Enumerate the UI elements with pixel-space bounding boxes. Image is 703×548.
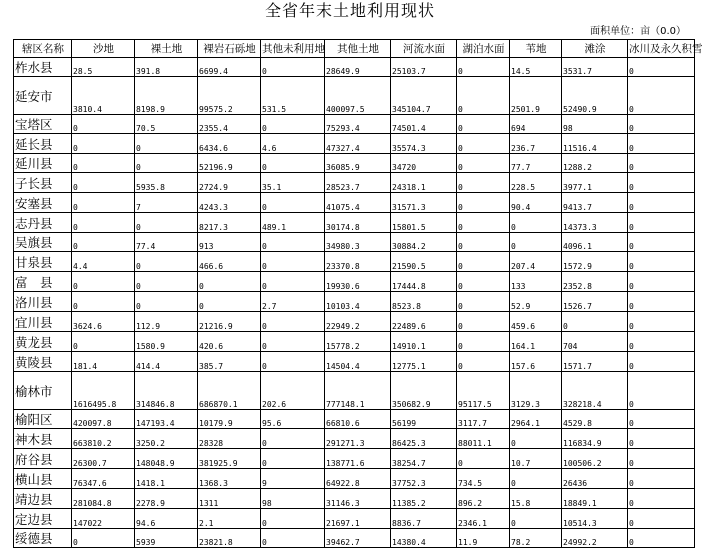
- value-cell: 0: [628, 213, 695, 233]
- table-row: [14, 509, 695, 529]
- value-cell: 734.5: [457, 469, 510, 489]
- value-cell: 0: [72, 292, 135, 312]
- value-cell: 10.7: [510, 449, 562, 469]
- value-cell: 35574.3: [391, 134, 457, 154]
- value-cell: 0: [457, 77, 510, 115]
- value-cell: 0: [457, 173, 510, 193]
- value-cell: 2352.8: [562, 272, 628, 292]
- value-cell: 0: [261, 312, 325, 332]
- district-name-cell: 黄龙县: [14, 332, 72, 352]
- value-cell: 1571.7: [562, 352, 628, 372]
- value-cell: 1616495.8: [72, 372, 135, 410]
- value-cell: 77.7: [510, 154, 562, 173]
- value-cell: 0: [457, 58, 510, 77]
- table-row: [14, 77, 695, 115]
- table-row: [14, 372, 695, 410]
- land-use-table: [13, 39, 703, 548]
- page-title: 全省年末土地利用现状: [264, 1, 435, 20]
- value-cell: 0: [510, 233, 562, 252]
- value-cell: 0: [72, 332, 135, 352]
- value-cell: 17444.8: [391, 272, 457, 292]
- table-body: [14, 58, 695, 548]
- value-cell: 7: [135, 193, 198, 213]
- value-cell: 531.5: [261, 77, 325, 115]
- value-cell: 0: [628, 352, 695, 372]
- value-cell: 88011.1: [457, 429, 510, 449]
- district-name-cell: 延安市: [14, 77, 72, 115]
- value-cell: 25103.7: [391, 58, 457, 77]
- value-cell: 0: [628, 489, 695, 509]
- value-cell: 38254.7: [391, 449, 457, 469]
- value-cell: 14380.4: [391, 529, 457, 548]
- value-cell: 202.6: [261, 372, 325, 410]
- value-cell: 686870.1: [198, 372, 261, 410]
- value-cell: 1368.3: [198, 469, 261, 489]
- district-name-cell: 榆林市: [14, 372, 72, 410]
- value-cell: 3977.1: [562, 173, 628, 193]
- district-name-cell: 靖边县: [14, 489, 72, 509]
- value-cell: 1580.9: [135, 332, 198, 352]
- district-name-cell: 横山县: [14, 469, 72, 489]
- value-cell: 291271.3: [325, 429, 391, 449]
- value-cell: 913: [198, 233, 261, 252]
- value-cell: 157.6: [510, 352, 562, 372]
- value-cell: 52.9: [510, 292, 562, 312]
- value-cell: 36085.9: [325, 154, 391, 173]
- value-cell: 489.1: [261, 213, 325, 233]
- table-row: [14, 134, 695, 154]
- value-cell: 10103.4: [325, 292, 391, 312]
- value-cell: 4243.3: [198, 193, 261, 213]
- value-cell: 74501.4: [391, 115, 457, 134]
- value-cell: 181.4: [72, 352, 135, 372]
- value-cell: 4.6: [261, 134, 325, 154]
- value-cell: 0: [261, 529, 325, 548]
- value-cell: 0: [261, 509, 325, 529]
- value-cell: 0: [72, 115, 135, 134]
- value-cell: 0: [135, 134, 198, 154]
- value-cell: 8198.9: [135, 77, 198, 115]
- value-cell: 95.6: [261, 410, 325, 429]
- value-cell: 420097.8: [72, 410, 135, 429]
- value-cell: 39462.7: [325, 529, 391, 548]
- value-cell: 0: [628, 154, 695, 173]
- value-cell: 11.9: [457, 529, 510, 548]
- value-cell: 0: [457, 252, 510, 272]
- value-cell: 0: [628, 410, 695, 429]
- table-row: [14, 252, 695, 272]
- value-cell: 24992.2: [562, 529, 628, 548]
- value-cell: 0: [457, 352, 510, 372]
- value-cell: 0: [628, 312, 695, 332]
- value-cell: 0: [135, 213, 198, 233]
- value-cell: 14504.4: [325, 352, 391, 372]
- district-name-cell: 洛川县: [14, 292, 72, 312]
- table-row: [14, 449, 695, 469]
- value-cell: 281084.8: [72, 489, 135, 509]
- value-cell: 228.5: [510, 173, 562, 193]
- value-cell: 94.6: [135, 509, 198, 529]
- column-header: 其他未利用地: [261, 40, 325, 58]
- value-cell: 28.5: [72, 58, 135, 77]
- district-name-cell: 宝塔区: [14, 115, 72, 134]
- value-cell: 2346.1: [457, 509, 510, 529]
- value-cell: 0: [72, 529, 135, 548]
- value-cell: 391.8: [135, 58, 198, 77]
- table-row: [14, 469, 695, 489]
- value-cell: 345104.7: [391, 77, 457, 115]
- value-cell: 0: [510, 213, 562, 233]
- table-row: [14, 173, 695, 193]
- district-name-cell: 延长县: [14, 134, 72, 154]
- value-cell: 14373.3: [562, 213, 628, 233]
- value-cell: 34720: [391, 154, 457, 173]
- value-cell: 24318.1: [391, 173, 457, 193]
- value-cell: 22949.2: [325, 312, 391, 332]
- value-cell: 2724.9: [198, 173, 261, 193]
- value-cell: 0: [72, 134, 135, 154]
- district-name-cell: 柞水县: [14, 58, 72, 77]
- value-cell: 56199: [391, 410, 457, 429]
- value-cell: 23370.8: [325, 252, 391, 272]
- value-cell: 0: [628, 77, 695, 115]
- header-row: [14, 40, 695, 58]
- value-cell: 0: [261, 429, 325, 449]
- column-header: 苇地: [510, 40, 562, 58]
- value-cell: 31571.3: [391, 193, 457, 213]
- value-cell: 14.5: [510, 58, 562, 77]
- district-name-cell: 吴旗县: [14, 233, 72, 252]
- district-name-cell: 子长县: [14, 173, 72, 193]
- value-cell: 466.6: [198, 252, 261, 272]
- district-name-cell: 府谷县: [14, 449, 72, 469]
- table-row: [14, 233, 695, 252]
- value-cell: 0: [628, 233, 695, 252]
- table-row: [14, 58, 695, 77]
- district-name-cell: 富 县: [14, 272, 72, 292]
- value-cell: 3129.3: [510, 372, 562, 410]
- column-header: 裸土地: [135, 40, 198, 58]
- value-cell: 0: [261, 193, 325, 213]
- value-cell: 0: [628, 58, 695, 77]
- value-cell: 5939: [135, 529, 198, 548]
- value-cell: 12775.1: [391, 352, 457, 372]
- district-name-cell: 黄陵县: [14, 352, 72, 372]
- value-cell: 112.9: [135, 312, 198, 332]
- table-row: [14, 312, 695, 332]
- value-cell: 8836.7: [391, 509, 457, 529]
- value-cell: 4529.8: [562, 410, 628, 429]
- value-cell: 663810.2: [72, 429, 135, 449]
- value-cell: 133: [510, 272, 562, 292]
- value-cell: 694: [510, 115, 562, 134]
- value-cell: 77.4: [135, 233, 198, 252]
- value-cell: 41075.4: [325, 193, 391, 213]
- value-cell: 148048.9: [135, 449, 198, 469]
- value-cell: 15778.2: [325, 332, 391, 352]
- value-cell: 400097.5: [325, 77, 391, 115]
- value-cell: 0: [628, 509, 695, 529]
- value-cell: 30174.8: [325, 213, 391, 233]
- value-cell: 8217.3: [198, 213, 261, 233]
- value-cell: 14910.1: [391, 332, 457, 352]
- value-cell: 70.5: [135, 115, 198, 134]
- value-cell: 1311: [198, 489, 261, 509]
- value-cell: 147193.4: [135, 410, 198, 429]
- value-cell: 1418.1: [135, 469, 198, 489]
- column-header: 沙地: [72, 40, 135, 58]
- value-cell: 2355.4: [198, 115, 261, 134]
- value-cell: 66810.6: [325, 410, 391, 429]
- value-cell: 86425.3: [391, 429, 457, 449]
- table-row: [14, 410, 695, 429]
- value-cell: 2278.9: [135, 489, 198, 509]
- value-cell: 116834.9: [562, 429, 628, 449]
- value-cell: 3624.6: [72, 312, 135, 332]
- value-cell: 0: [510, 509, 562, 529]
- value-cell: 28649.9: [325, 58, 391, 77]
- value-cell: 10179.9: [198, 410, 261, 429]
- value-cell: 164.1: [510, 332, 562, 352]
- value-cell: 37752.3: [391, 469, 457, 489]
- value-cell: 0: [261, 154, 325, 173]
- value-cell: 95117.5: [457, 372, 510, 410]
- value-cell: 9413.7: [562, 193, 628, 213]
- table-row: [14, 529, 695, 548]
- value-cell: 0: [628, 449, 695, 469]
- value-cell: 78.2: [510, 529, 562, 548]
- column-header: 裸岩石砾地: [198, 40, 261, 58]
- value-cell: 0: [457, 449, 510, 469]
- value-cell: 0: [628, 292, 695, 312]
- district-name-cell: 安塞县: [14, 193, 72, 213]
- value-cell: 0: [628, 115, 695, 134]
- value-cell: 47327.4: [325, 134, 391, 154]
- value-cell: 26436: [562, 469, 628, 489]
- value-cell: 385.7: [198, 352, 261, 372]
- value-cell: 236.7: [510, 134, 562, 154]
- value-cell: 147022: [72, 509, 135, 529]
- value-cell: 459.6: [510, 312, 562, 332]
- value-cell: 0: [457, 312, 510, 332]
- value-cell: 0: [457, 332, 510, 352]
- value-cell: 90.4: [510, 193, 562, 213]
- district-name-cell: 定边县: [14, 509, 72, 529]
- value-cell: 0: [457, 213, 510, 233]
- value-cell: 100506.2: [562, 449, 628, 469]
- value-cell: 0: [510, 429, 562, 449]
- table-row: [14, 193, 695, 213]
- table-row: [14, 352, 695, 372]
- value-cell: 15.8: [510, 489, 562, 509]
- value-cell: 0: [562, 312, 628, 332]
- value-cell: 3117.7: [457, 410, 510, 429]
- value-cell: 22489.6: [391, 312, 457, 332]
- value-cell: 0: [457, 272, 510, 292]
- value-cell: 26300.7: [72, 449, 135, 469]
- value-cell: 35.1: [261, 173, 325, 193]
- value-cell: 0: [457, 154, 510, 173]
- value-cell: 0: [198, 292, 261, 312]
- table-row: [14, 154, 695, 173]
- value-cell: 4.4: [72, 252, 135, 272]
- value-cell: 3810.4: [72, 77, 135, 115]
- value-cell: 0: [457, 292, 510, 312]
- value-cell: 1526.7: [562, 292, 628, 312]
- value-cell: 76347.6: [72, 469, 135, 489]
- value-cell: 0: [628, 173, 695, 193]
- value-cell: 0: [261, 115, 325, 134]
- value-cell: 0: [261, 58, 325, 77]
- table-row: [14, 332, 695, 352]
- district-name-cell: 延川县: [14, 154, 72, 173]
- value-cell: 777148.1: [325, 372, 391, 410]
- value-cell: 2.1: [198, 509, 261, 529]
- column-header: 冰川及永久积雪: [628, 40, 695, 58]
- value-cell: 31146.3: [325, 489, 391, 509]
- value-cell: 0: [457, 233, 510, 252]
- value-cell: 52490.9: [562, 77, 628, 115]
- value-cell: 0: [628, 372, 695, 410]
- table-row: [14, 115, 695, 134]
- value-cell: 0: [628, 193, 695, 213]
- value-cell: 34980.3: [325, 233, 391, 252]
- value-cell: 5935.8: [135, 173, 198, 193]
- district-name-cell: 志丹县: [14, 213, 72, 233]
- value-cell: 0: [628, 529, 695, 548]
- value-cell: 0: [628, 429, 695, 449]
- value-cell: 23821.8: [198, 529, 261, 548]
- value-cell: 75293.4: [325, 115, 391, 134]
- value-cell: 0: [135, 154, 198, 173]
- value-cell: 0: [135, 292, 198, 312]
- value-cell: 21216.9: [198, 312, 261, 332]
- value-cell: 381925.9: [198, 449, 261, 469]
- value-cell: 0: [261, 272, 325, 292]
- value-cell: 6699.4: [198, 58, 261, 77]
- value-cell: 0: [510, 469, 562, 489]
- district-name-cell: 榆阳区: [14, 410, 72, 429]
- value-cell: 18849.1: [562, 489, 628, 509]
- value-cell: 0: [72, 213, 135, 233]
- value-cell: 0: [628, 272, 695, 292]
- value-cell: 98: [261, 489, 325, 509]
- value-cell: 314846.8: [135, 372, 198, 410]
- value-cell: 28523.7: [325, 173, 391, 193]
- value-cell: 0: [72, 233, 135, 252]
- value-cell: 0: [72, 173, 135, 193]
- value-cell: 52196.9: [198, 154, 261, 173]
- value-cell: 0: [72, 193, 135, 213]
- district-name-cell: 神木县: [14, 429, 72, 449]
- table-row: [14, 429, 695, 449]
- column-header: 滩涂: [562, 40, 628, 58]
- value-cell: 98: [562, 115, 628, 134]
- value-cell: 11516.4: [562, 134, 628, 154]
- value-cell: 1572.9: [562, 252, 628, 272]
- value-cell: 64922.8: [325, 469, 391, 489]
- value-cell: 15801.5: [391, 213, 457, 233]
- value-cell: 0: [628, 134, 695, 154]
- value-cell: 6434.6: [198, 134, 261, 154]
- value-cell: 328218.4: [562, 372, 628, 410]
- value-cell: 3250.2: [135, 429, 198, 449]
- value-cell: 350682.9: [391, 372, 457, 410]
- value-cell: 2964.1: [510, 410, 562, 429]
- value-cell: 2501.9: [510, 77, 562, 115]
- value-cell: 0: [261, 449, 325, 469]
- table-row: [14, 489, 695, 509]
- value-cell: 420.6: [198, 332, 261, 352]
- value-cell: 4096.1: [562, 233, 628, 252]
- table-row: [14, 272, 695, 292]
- value-cell: 0: [261, 233, 325, 252]
- value-cell: 896.2: [457, 489, 510, 509]
- value-cell: 0: [628, 252, 695, 272]
- value-cell: 21590.5: [391, 252, 457, 272]
- value-cell: 11385.2: [391, 489, 457, 509]
- value-cell: 138771.6: [325, 449, 391, 469]
- value-cell: 0: [72, 272, 135, 292]
- value-cell: 8523.8: [391, 292, 457, 312]
- column-header: 河流水面: [391, 40, 457, 58]
- value-cell: 3531.7: [562, 58, 628, 77]
- value-cell: 2.7: [261, 292, 325, 312]
- column-header: 辖区名称: [14, 40, 72, 58]
- district-name-cell: 甘泉县: [14, 252, 72, 272]
- value-cell: 19930.6: [325, 272, 391, 292]
- value-cell: 0: [457, 115, 510, 134]
- value-cell: 0: [261, 252, 325, 272]
- district-name-cell: 宜川县: [14, 312, 72, 332]
- value-cell: 0: [628, 469, 695, 489]
- value-cell: 0: [457, 134, 510, 154]
- value-cell: 0: [135, 272, 198, 292]
- value-cell: 0: [457, 193, 510, 213]
- value-cell: 99575.2: [198, 77, 261, 115]
- value-cell: 10514.3: [562, 509, 628, 529]
- value-cell: 30884.2: [391, 233, 457, 252]
- value-cell: 21697.1: [325, 509, 391, 529]
- value-cell: 0: [135, 252, 198, 272]
- value-cell: 0: [261, 332, 325, 352]
- table-row: [14, 292, 695, 312]
- column-header: 湖泊水面: [457, 40, 510, 58]
- value-cell: 1288.2: [562, 154, 628, 173]
- table-row: [14, 213, 695, 233]
- value-cell: 704: [562, 332, 628, 352]
- column-header: 其他土地: [325, 40, 391, 58]
- unit-note: 面积单位：亩（0.0）: [590, 26, 686, 37]
- value-cell: 9: [261, 469, 325, 489]
- value-cell: 28328: [198, 429, 261, 449]
- value-cell: 207.4: [510, 252, 562, 272]
- value-cell: 0: [261, 352, 325, 372]
- value-cell: 0: [628, 332, 695, 352]
- value-cell: 0: [198, 272, 261, 292]
- value-cell: 414.4: [135, 352, 198, 372]
- district-name-cell: 绥德县: [14, 529, 72, 548]
- value-cell: 0: [72, 154, 135, 173]
